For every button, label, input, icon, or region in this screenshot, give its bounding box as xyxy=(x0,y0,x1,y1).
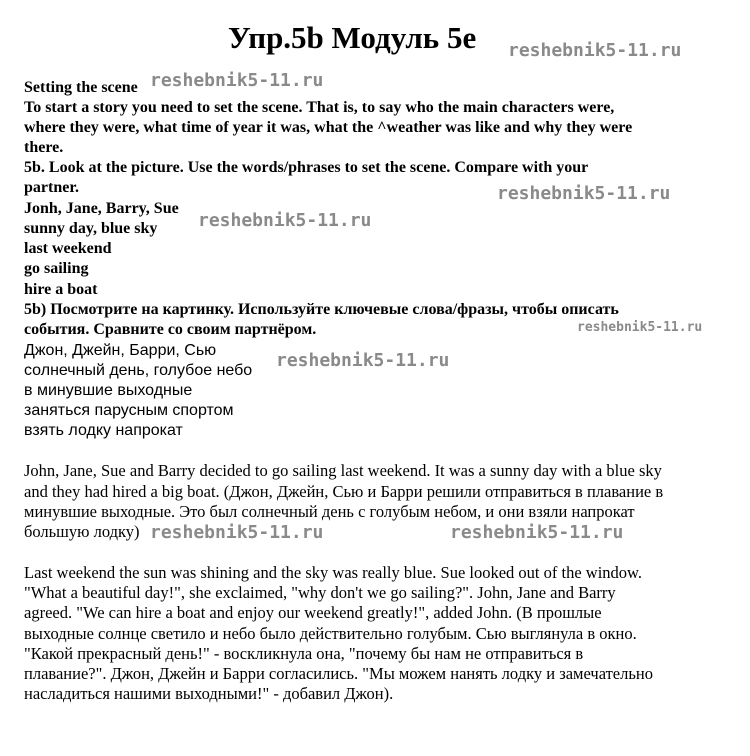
phrase-item: заняться парусным спортом xyxy=(24,402,234,419)
answer-line: "Какой прекрасный день!" - воскликнула она, "почему бы нам не отправиться в xyxy=(24,644,584,663)
setting-text-line: To start a story you need to set the scene. That is, to say who the main characters were, xyxy=(24,99,615,116)
watermark: reshebnik5-11.ru xyxy=(150,70,324,91)
section-heading: Setting the scene xyxy=(24,79,138,96)
answer-line: John, Jane, Sue and Barry decided to go sailing last weekend. It was a sunny day with a blue sky xyxy=(24,461,662,480)
watermark: reshebnik5-11.ru xyxy=(508,40,682,61)
task-line: 5b) Посмотрите на картинку. Используйте ключевые слова/фразы, чтобы описать xyxy=(24,301,619,318)
answer-line: agreed. "We can hire a boat and enjoy our weekend greatly!", added John. (В прошлые xyxy=(24,603,602,622)
phrase-item: взять лодку напрокат xyxy=(24,422,183,439)
task-line: partner. xyxy=(24,179,79,196)
watermark: reshebnik5-11.ru xyxy=(276,350,450,371)
answer-line: минувшие выходные. Это был солнечный день с голубым небом, и они взяли напрокат xyxy=(24,502,635,521)
answer-line: and they had hired a big boat. (Джон, Джейн, Сью и Барри решили отправиться в плавание в xyxy=(24,482,664,501)
watermark: reshebnik5-11.ru xyxy=(450,522,624,543)
watermark: reshebnik5-11.ru xyxy=(577,320,703,335)
task-line: события. Сравните со своим партнёром. xyxy=(24,321,317,338)
watermark: reshebnik5-11.ru xyxy=(497,183,671,204)
phrase-item: sunny day, blue sky xyxy=(24,220,158,237)
task-line: 5b. Look at the picture. Use the words/phrases to set the scene. Compare with your xyxy=(24,159,589,176)
answer-line: Last weekend the sun was shining and the sky was really blue. Sue looked out of the window. xyxy=(24,563,643,582)
phrase-item: солнечный день, голубое небо xyxy=(24,362,253,379)
answer-line: плавание?". Джон, Джейн и Барри согласились. "Мы можем нанять лодку и замечательно xyxy=(24,664,653,683)
phrase-item: в минувшие выходные xyxy=(24,382,193,399)
answer-line: выходные солнце светило и небо было действительно голубым. Сью выглянула в окно. xyxy=(24,624,637,643)
page-title: Упр.5b Модуль 5e xyxy=(228,20,477,55)
phrase-item: Jonh, Jane, Barry, Sue xyxy=(24,200,179,217)
watermark: reshebnik5-11.ru xyxy=(150,522,324,543)
phrase-item: last weekend xyxy=(24,240,112,257)
answer-line: большую лодку) xyxy=(24,522,140,541)
phrase-item: hire a boat xyxy=(24,281,98,298)
setting-text-line: there. xyxy=(24,139,64,156)
watermark: reshebnik5-11.ru xyxy=(198,210,372,231)
phrase-item: Джон, Джейн, Барри, Сью xyxy=(24,342,217,359)
phrase-item: go sailing xyxy=(24,260,89,277)
setting-text-line: where they were, what time of year it was, what the ^weather was like and why they were xyxy=(24,119,633,136)
answer-line: "What a beautiful day!", she exclaimed, "why don't we go sailing?". John, Jane and Barry xyxy=(24,583,616,602)
answer-line: насладиться нашими выходными!" - добавил Джон). xyxy=(24,684,394,703)
